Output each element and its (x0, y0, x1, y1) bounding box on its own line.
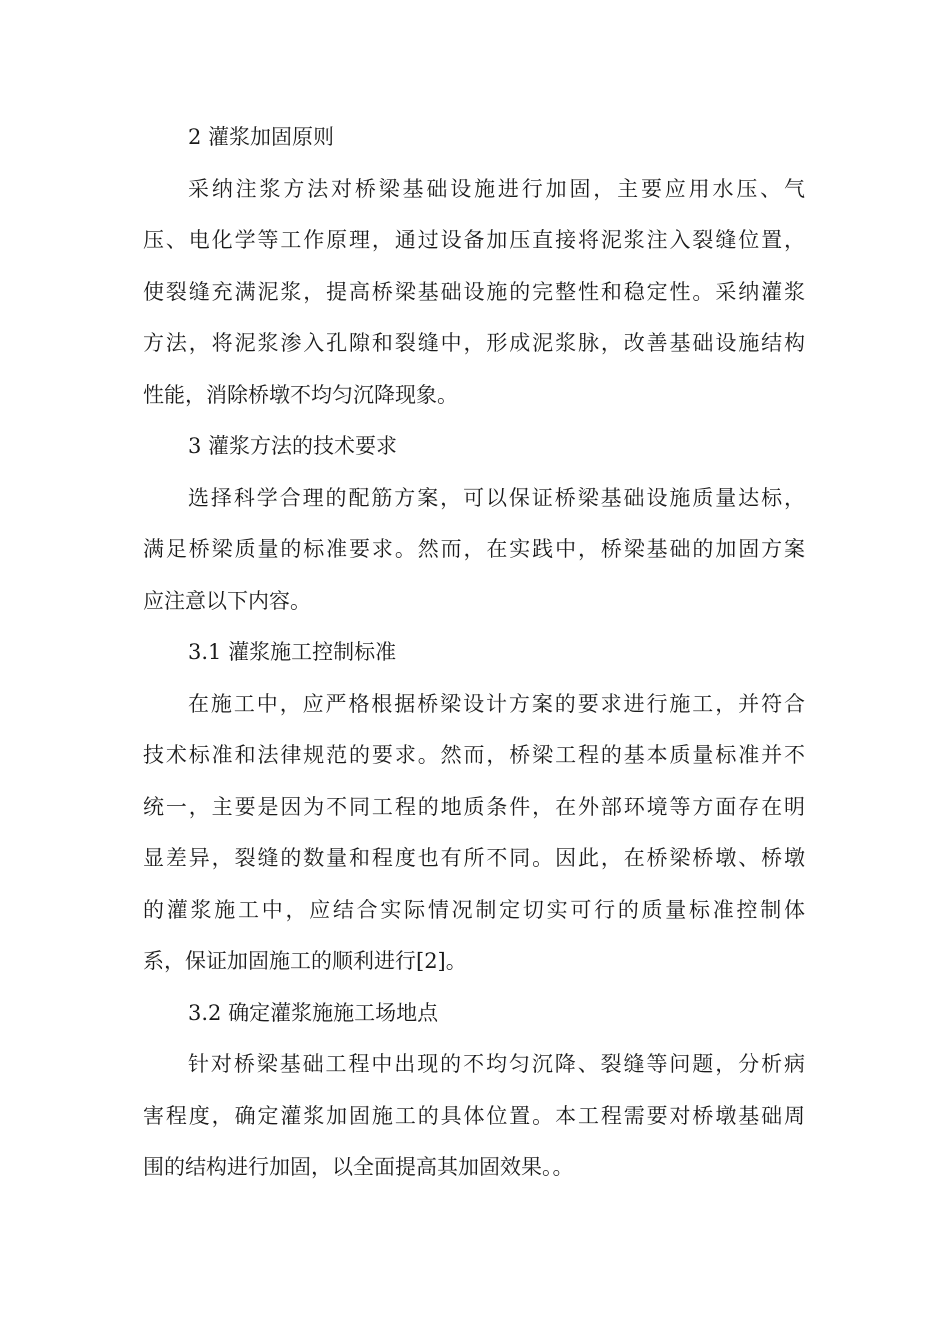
paragraph-line: 针对桥梁基础工程中出现的不均匀沉降、裂缝等问题，分析病 (188, 1052, 805, 1076)
paragraph-line: 显差异，裂缝的数量和程度也有所不同。因此，在桥梁桥墩、桥墩 (143, 846, 805, 870)
paragraph-line: 性能，消除桥墩不均匀沉降现象。 (143, 382, 458, 407)
paragraph-line: 害程度，确定灌浆加固施工的具体位置。本工程需要对桥墩基础周 (143, 1103, 805, 1128)
paragraph-line: 使裂缝充满泥浆，提高桥梁基础设施的完整性和稳定性。采纳灌浆 (143, 279, 805, 304)
section-heading: 3.2 确定灌浆施施工场地点 (188, 1000, 439, 1025)
paragraph-line: 的灌浆施工中，应结合实际情况制定切实可行的质量标准控制体 (143, 897, 805, 922)
paragraph-line: 方法，将泥浆渗入孔隙和裂缝中，形成泥浆脉，改善基础设施结构 (143, 331, 805, 355)
paragraph-line: 选择科学合理的配筋方案，可以保证桥梁基础设施质量达标， (188, 485, 805, 510)
section-heading: 3.1 灌浆施工控制标准 (188, 640, 397, 664)
section-heading: 2 灌浆加固原则 (188, 125, 335, 149)
paragraph-line: 采纳注浆方法对桥梁基础设施进行加固，主要应用水压、气 (188, 176, 805, 201)
paragraph-line: 技术标准和法律规范的要求。然而，桥梁工程的基本质量标准并不 (143, 743, 805, 767)
paragraph-line: 应注意以下内容。 (143, 588, 311, 613)
document-body (143, 112, 805, 1194)
paragraph-line: 在施工中，应严格根据桥梁设计方案的要求进行施工，并符合 (188, 691, 805, 716)
paragraph-line: 满足桥梁质量的标准要求。然而，在实践中，桥梁基础的加固方案 (143, 537, 805, 561)
section-heading: 3 灌浆方法的技术要求 (188, 434, 398, 458)
paragraph-line: 系，保证加固施工的顺利进行[2]。 (143, 949, 467, 973)
paragraph-line: 压、电化学等工作原理，通过设备加压直接将泥浆注入裂缝位置， (143, 228, 805, 252)
paragraph-line: 围的结构进行加固，以全面提高其加固效果。。 (143, 1155, 574, 1179)
paragraph-line: 统一，主要是因为不同工程的地质条件，在外部环境等方面存在明 (143, 794, 805, 819)
